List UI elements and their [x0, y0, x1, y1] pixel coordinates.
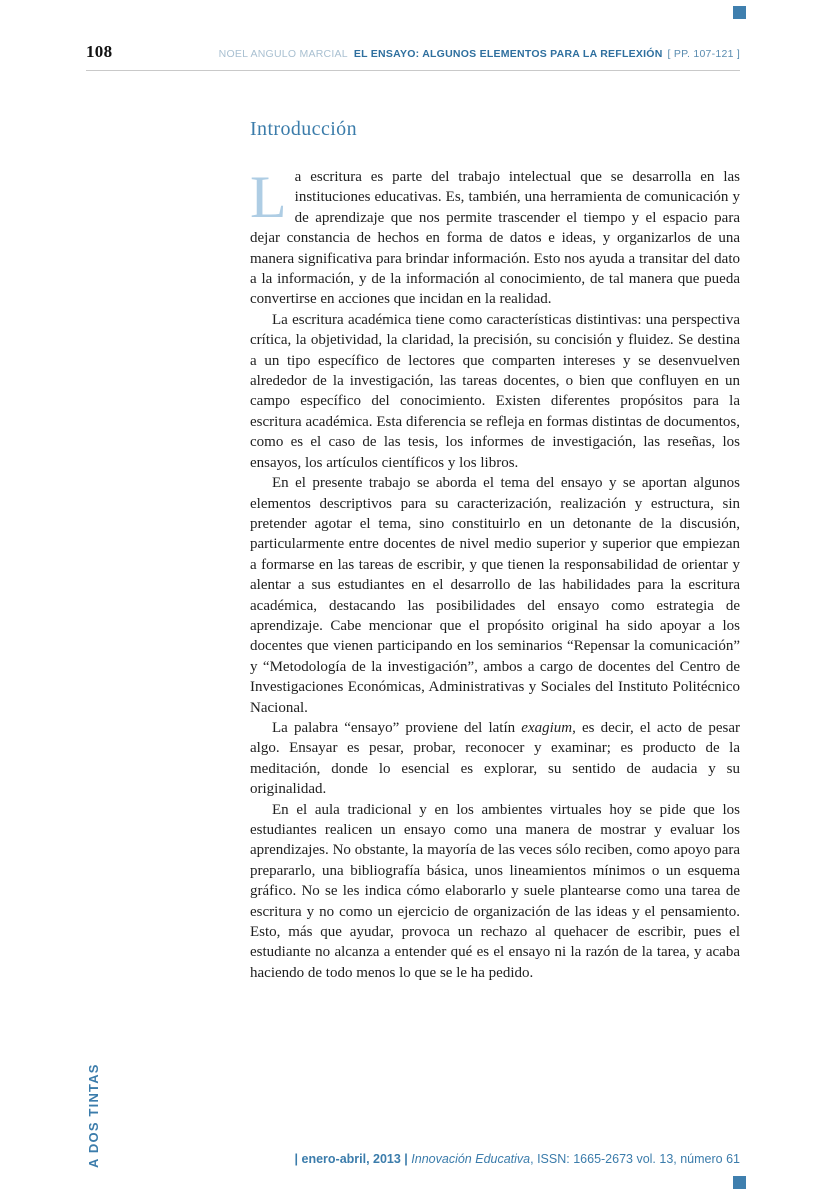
section-title: Introducción [250, 118, 357, 140]
dropcap: L [250, 164, 287, 230]
paragraph-3: En el presente trabajo se aborda el tema del ensayo y se aportan algunos elementos descriptivos para su caracterización, realización y estructura, sin pretender agotar el tema, sino constituirlo en un detonante de la discusión, particularmente entre docentes de nivel medio superior y superior que empiezan a formarse en las tareas de escribir, y que tienen la responsabilidad de orientar y alentar a sus estudiantes en el desarrollo de las habilidades para la escritura académica, destacando las posibilidades del ensayo como estrategia de aprendizaje. Cabe mencionar que el propósito original ha sido apoyar a los docentes que vienen participando en los seminarios “Repensar la comunicación” y “Metodología de la investigación”, ambos a cargo de docentes del Centro de Investigaciones Económicas, Administrativas y Sociales del Instituto Politécnico Nacional. [250, 475, 740, 716]
body-text [250, 164, 740, 983]
article-body [250, 118, 740, 983]
paragraph-1-text: a escritura es parte del trabajo intelectual que se desarrolla en las instituciones educativas. Es, también, una herramienta de comunicación y de aprendizaje que nos permite trascender el tiempo y el espacio para dejar constancia de hechos en forma de datos e ideas, y organizarlos de una manera significativa para brindar información. Esto nos ayuda a transitar del dato a la información, y de la información al conocimiento, de tal manera que pueda convertirse en acciones que incidan en la realidad. [250, 169, 740, 308]
footer-issue: | enero-abril, 2013 | [294, 1152, 412, 1166]
paragraph-5: En el aula tradicional y en los ambientes virtuales hoy se pide que los estudiantes realicen un ensayo como una manera de mostrar y evaluar los aprendizajes. No obstante, la mayoría de las veces sólo reciben, como apoyo para prepararlo, una bibliografía básica, unos lineamientos mínimos o un esquema gráfico. No se les indica cómo elaborarlo y suele plantearse como una tarea de escritura y no como un ejercicio de organización de las ideas y el pensamiento. Esto, más que ayudar, provoca un rechazo al quehacer de escribir, pues el estudiante no alcanza a entender qué es el ensayo ni la razón de la tarea, y acaba haciendo de todo menos lo que se le ha pedido. [250, 801, 740, 981]
running-head-author: NOEL ANGULO MARCIAL [218, 48, 348, 60]
running-head-title: EL ENSAYO: ALGUNOS ELEMENTOS PARA LA REFLEXIÓN [353, 48, 663, 60]
corner-mark-top [733, 6, 746, 19]
running-head [219, 48, 740, 60]
paragraph-2: La escritura académica tiene como características distintivas: una perspectiva crítica, la objetividad, la claridad, la precisión, su concisión y fluidez. Se destina a un tipo específico de lectores que comparten intereses y se desenvuelven alrededor de la investigación, las tareas docentes, o bien que confluyen en un campo específico del conocimiento. Existen diferentes propósitos para la escritura académica. Esta diferencia se refleja en formas distintas de documentos, como es el caso de las tesis, los informes de investigación, las reseñas, los ensayos, los artículos científicos y los libros. [250, 311, 740, 471]
paragraph-4 [250, 718, 740, 800]
paragraph-4-before: La palabra “ensayo” proviene del latín [272, 719, 522, 736]
paragraph-1 [250, 164, 740, 310]
footer [295, 1152, 740, 1166]
page-number: 108 [86, 42, 113, 61]
paragraph-4-after: , es decir, el acto de pesar algo. Ensayar es pesar, probar, reconocer y examinar; es producto de la meditación, donde lo esencial es explorar, su sentido de audacia y su originalidad. [250, 719, 740, 798]
section-vertical-label: A DOS TINTAS [86, 1063, 101, 1168]
paragraph-4-latin-term: exagium [521, 719, 573, 736]
corner-mark-bottom [733, 1176, 746, 1189]
running-head-pages: [ PP. 107-121 ] [667, 48, 740, 60]
header-divider [86, 70, 740, 71]
footer-issn: , ISSN: 1665-2673 vol. 13, número 61 [530, 1152, 740, 1166]
footer-journal-name: Innovación Educativa [411, 1152, 531, 1166]
